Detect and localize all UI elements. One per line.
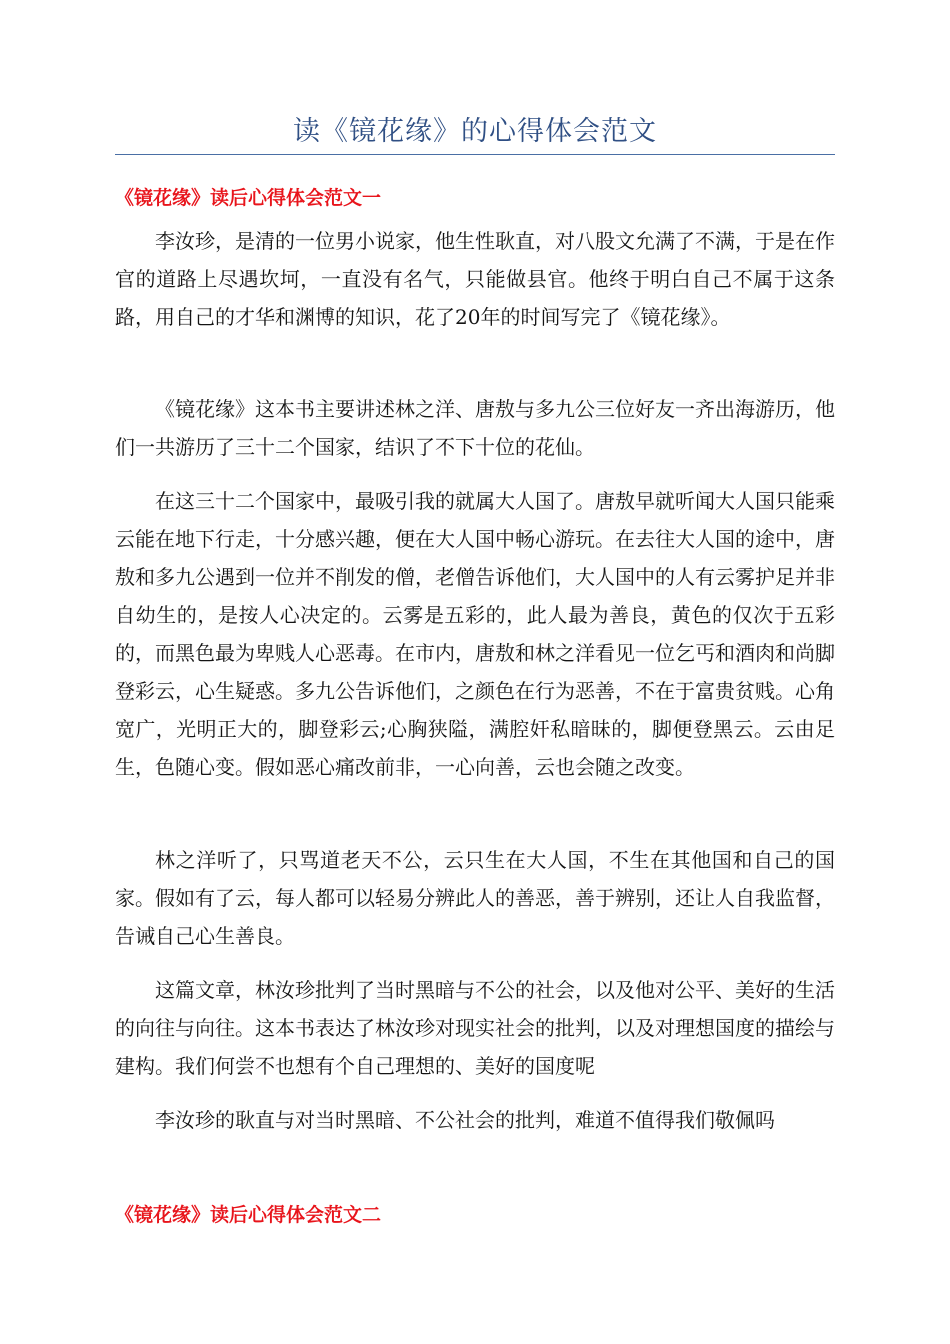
paragraph-6: 李汝珍的耿直与对当时黑暗、不公社会的批判，难道不值得我们敬佩吗 [155, 1108, 775, 1132]
paragraph-2: 《镜花缘》这本书主要讲述林之洋、唐敖与多九公三位好友一齐出海游历，他们一共游历了三十二个国家，结识了不下十位的花仙。 [115, 397, 835, 459]
title-underline [115, 154, 835, 155]
paragraph-4: 林之洋听了，只骂道老天不公，云只生在大人国，不生在其他国和自己的国家。假如有了云，每人都可以轻易分辨此人的善恶，善于辨别，还让人自我监督，告诫自己心生善良。 [115, 848, 835, 948]
section-heading-one: 《镜花缘》读后心得体会范文一 [115, 187, 382, 209]
paragraph-1: 李汝珍，是清的一位男小说家，他生性耿直，对八股文允满了不满，于是在作官的道路上尽遇坎坷，一直没有名气，只能做县官。他终于明白自己不属于这条路，用自己的才华和渊博的知识，花了20年的时间写完了《镜花缘》。 [115, 229, 835, 329]
paragraph-3: 在这三十二个国家中，最吸引我的就属大人国了。唐敖早就听闻大人国只能乘云能在地下行走，十分感兴趣，便在大人国中畅心游玩。在去往大人国的途中，唐敖和多九公遇到一位并不削发的僧，老僧告诉他们，大人国中的人有云雾护足并非自幼生的，是按人心决定的。云雾是五彩的，此人最为善良，黄色的仅次于五彩的，而黑色最为卑贱人心恶毒。在市内，唐敖和林之洋看见一位乞丐和酒肉和尚脚登彩云，心生疑惑。多九公告诉他们，之颜色在行为恶善，不在于富贵贫贱。心角宽广，光明正大的，脚登彩云;心胸狭隘，满腔奸私暗昧的，脚便登黑云。云由足生，色随心变。假如恶心痛改前非，一心向善，云也会随之改变。 [115, 489, 835, 779]
paragraph-5: 这篇文章，林汝珍批判了当时黑暗与不公的社会，以及他对公平、美好的生活的向往与向往。这本书表达了林汝珍对现实社会的批判，以及对理想国度的描绘与建构。我们何尝不也想有个自己理想的、美好的国度呢 [115, 978, 835, 1078]
section-heading-two: 《镜花缘》读后心得体会范文二 [115, 1204, 382, 1226]
document-title: 读《镜花缘》的心得体会范文 [293, 116, 657, 147]
